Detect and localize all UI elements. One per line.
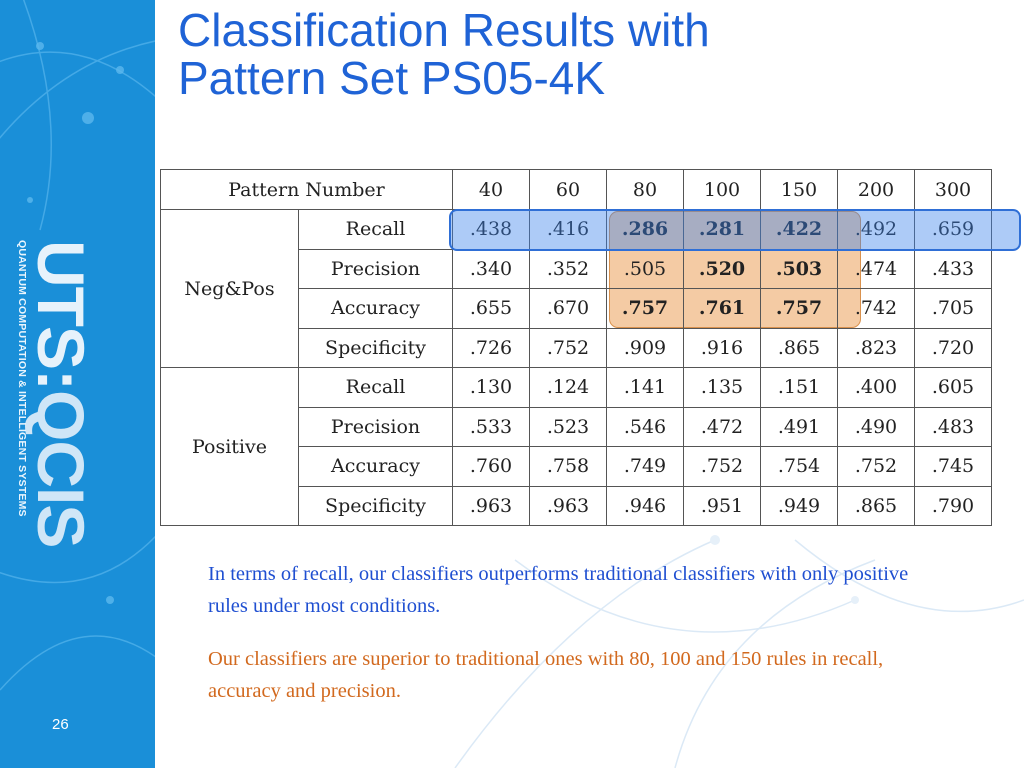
table-cell: .472 xyxy=(684,407,761,447)
table-cell: .490 xyxy=(838,407,915,447)
table-cell: .760 xyxy=(453,447,530,487)
table-cell: .492 xyxy=(838,210,915,250)
table-cell: .754 xyxy=(761,447,838,487)
table-cell: .742 xyxy=(838,289,915,329)
table-cell: .281 xyxy=(684,210,761,250)
table-cell: .752 xyxy=(838,447,915,487)
table-cell: .151 xyxy=(761,368,838,408)
metric-label: Recall xyxy=(299,210,453,250)
brand-tagline: QUANTUM COMPUTATION & INTELLIGENT SYSTEMS xyxy=(16,240,29,517)
table-cell: .546 xyxy=(607,407,684,447)
table-cell: .761 xyxy=(684,289,761,329)
table-cell: .135 xyxy=(684,368,761,408)
sidebar xyxy=(0,0,155,768)
table-cell: .758 xyxy=(530,447,607,487)
metric-label: Specificity xyxy=(299,328,453,368)
column-header: 150 xyxy=(761,170,838,210)
table-cell: .474 xyxy=(838,249,915,289)
group-label-negpos: Neg&Pos xyxy=(161,210,299,368)
table-cell: .400 xyxy=(838,368,915,408)
table-cell: .745 xyxy=(915,447,992,487)
column-header: 300 xyxy=(915,170,992,210)
table-cell: .916 xyxy=(684,328,761,368)
table-row xyxy=(161,368,992,408)
column-header: 60 xyxy=(530,170,607,210)
note-superior: Our classifiers are superior to traditional ones with 80, 100 and 150 rules in recall, accuracy and precision. xyxy=(208,648,884,702)
table-cell: .659 xyxy=(915,210,992,250)
table-cell: .726 xyxy=(453,328,530,368)
table-cell: .523 xyxy=(530,407,607,447)
table-cell: .749 xyxy=(607,447,684,487)
table-cell: .752 xyxy=(530,328,607,368)
table-header-row xyxy=(161,170,992,210)
metric-label: Precision xyxy=(299,407,453,447)
table-cell: .963 xyxy=(530,486,607,526)
table-cell: .865 xyxy=(838,486,915,526)
table-cell: .124 xyxy=(530,368,607,408)
table-cell: .823 xyxy=(838,328,915,368)
table-cell: .655 xyxy=(453,289,530,329)
group-label-positive: Positive xyxy=(161,368,299,526)
metric-label: Precision xyxy=(299,249,453,289)
brand-logo-sub: QCIS xyxy=(24,389,99,548)
table-cell: .951 xyxy=(684,486,761,526)
table-cell: .963 xyxy=(453,486,530,526)
brand-logo xyxy=(0,240,108,550)
table-cell: .422 xyxy=(761,210,838,250)
table-cell: .705 xyxy=(915,289,992,329)
table-cell: .790 xyxy=(915,486,992,526)
table-cell: .757 xyxy=(607,289,684,329)
table-cell: .352 xyxy=(530,249,607,289)
table-cell: .505 xyxy=(607,249,684,289)
table-cell: .286 xyxy=(607,210,684,250)
title-line-1: Classification Results with xyxy=(178,4,710,56)
metric-label: Accuracy xyxy=(299,447,453,487)
table-cell: .533 xyxy=(453,407,530,447)
note-recall: In terms of recall, our classifiers outperforms traditional classifiers with only positive rules under most conditions. xyxy=(208,563,909,617)
table-cell: .141 xyxy=(607,368,684,408)
highlight-blue-box xyxy=(449,209,1021,251)
brand-logo-colon: : xyxy=(24,369,99,390)
header-pattern-number: Pattern Number xyxy=(161,170,453,210)
column-header: 80 xyxy=(607,170,684,210)
title-line-2: Pattern Set PS05-4K xyxy=(178,52,606,104)
table-cell: .865 xyxy=(761,328,838,368)
table-cell: .946 xyxy=(607,486,684,526)
column-header: 100 xyxy=(684,170,761,210)
slide-title xyxy=(178,6,1008,102)
page-number: 26 xyxy=(52,716,69,733)
table-cell: .670 xyxy=(530,289,607,329)
column-header: 40 xyxy=(453,170,530,210)
metric-label: Recall xyxy=(299,368,453,408)
table-cell: .503 xyxy=(761,249,838,289)
table-cell: .340 xyxy=(453,249,530,289)
table-cell: .438 xyxy=(453,210,530,250)
metric-label: Accuracy xyxy=(299,289,453,329)
table-cell: .483 xyxy=(915,407,992,447)
table-cell: .909 xyxy=(607,328,684,368)
table-cell: .720 xyxy=(915,328,992,368)
table-cell: .757 xyxy=(761,289,838,329)
table-cell: .416 xyxy=(530,210,607,250)
table-cell: .130 xyxy=(453,368,530,408)
table-cell: .949 xyxy=(761,486,838,526)
table-cell: .433 xyxy=(915,249,992,289)
table-cell: .491 xyxy=(761,407,838,447)
table-cell: .752 xyxy=(684,447,761,487)
metric-label: Specificity xyxy=(299,486,453,526)
column-header: 200 xyxy=(838,170,915,210)
table-cell: .605 xyxy=(915,368,992,408)
brand-logo-main: UTS xyxy=(24,240,99,369)
table-cell: .520 xyxy=(684,249,761,289)
